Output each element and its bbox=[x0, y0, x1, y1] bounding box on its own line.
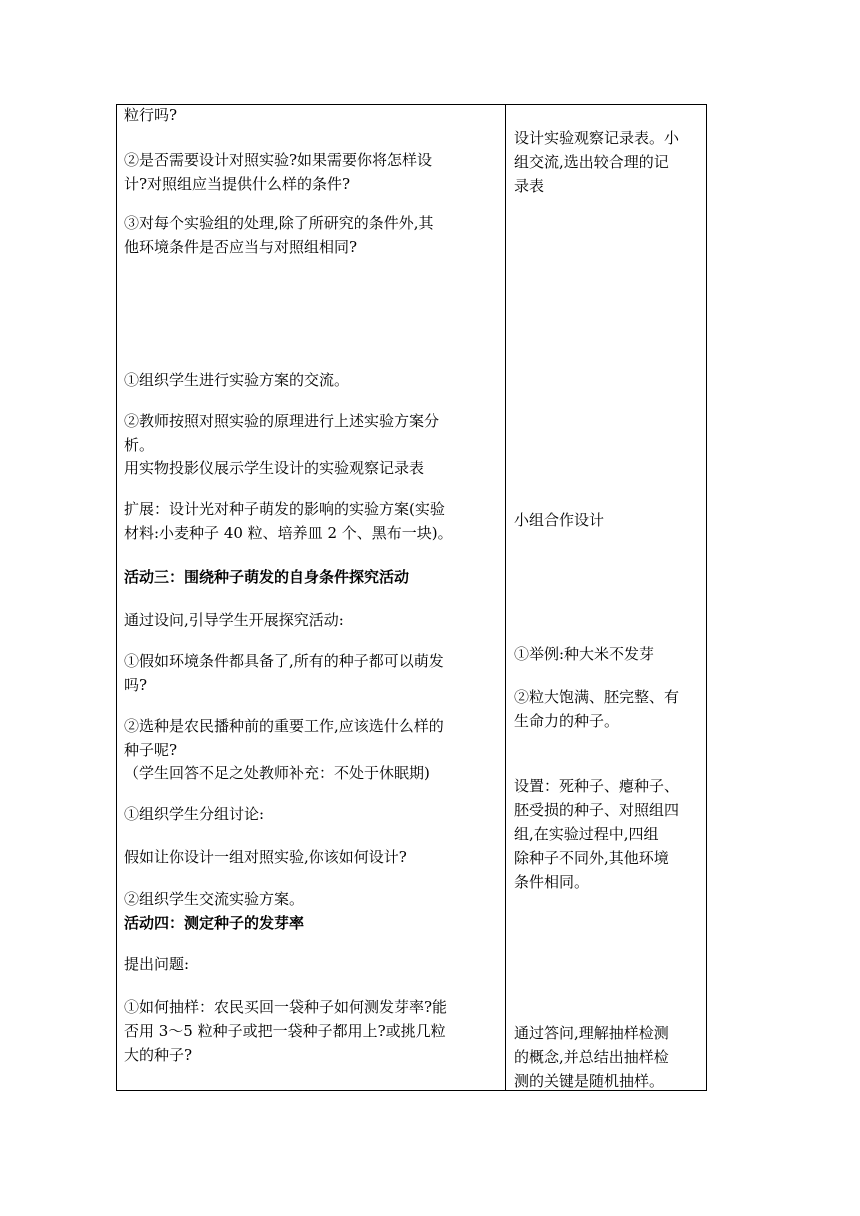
student-text-line: ①举例:种大米不发芽 bbox=[514, 645, 655, 663]
student-text-line: ②粒大饱满、胚完整、有 bbox=[514, 688, 680, 706]
teacher-text-line: 析。 bbox=[124, 436, 155, 454]
student-text-line: 测的关键是随机抽样。 bbox=[514, 1072, 665, 1090]
column-divider bbox=[505, 105, 506, 1090]
teacher-text-line: ①如何抽样：农民买回一袋种子如何测发芽率?能 bbox=[124, 998, 448, 1016]
student-text-line: 录表 bbox=[514, 177, 545, 195]
teacher-text-line: 粒行吗? bbox=[124, 106, 178, 124]
teacher-text-line: ②教师按照对照实验的原理进行上述实验方案分 bbox=[124, 412, 440, 430]
student-text-line: 除种子不同外,其他环境 bbox=[514, 849, 669, 867]
student-text-line: 设置：死种子、瘪种子、 bbox=[514, 777, 680, 795]
teacher-text-line: 提出问题: bbox=[124, 955, 190, 973]
teacher-text-line: ①假如环境条件都具备了,所有的种子都可以萌发 bbox=[124, 652, 444, 670]
teacher-text-line: 假如让你设计一组对照实验,你该如何设计? bbox=[124, 848, 407, 866]
student-text-line: 组交流,选出较合理的记 bbox=[514, 153, 669, 171]
teacher-text-line: ②选种是农民播种前的重要工作,应该选什么样的 bbox=[124, 717, 444, 735]
teacher-text-line: 扩展：设计光对种子萌发的影响的实验方案(实验 bbox=[124, 500, 445, 518]
teacher-text-line: 否用 3～5 粒种子或把一袋种子都用上?或挑几粒 bbox=[124, 1022, 446, 1040]
teacher-text-line: 种子呢? bbox=[124, 741, 178, 759]
teacher-text-line: ①组织学生进行实验方案的交流。 bbox=[124, 371, 350, 389]
teacher-text-line: ②组织学生交流实验方案。 bbox=[124, 890, 305, 908]
teacher-text-line: 通过设问,引导学生开展探究活动: bbox=[124, 611, 344, 629]
teacher-text-line: 大的种子? bbox=[124, 1046, 193, 1064]
student-text-line: 组,在实验过程中,四组 bbox=[514, 825, 659, 843]
student-text-line: 胚受损的种子、对照组四 bbox=[514, 801, 680, 819]
student-text-line: 小组合作设计 bbox=[514, 511, 605, 529]
teacher-text-line: 材料:小麦种子 40 粒、培养皿 2 个、黑布一块)。 bbox=[124, 524, 453, 542]
student-text-line: 通过答问,理解抽样检测 bbox=[514, 1024, 669, 1042]
student-text-line: 设计实验观察记录表。小 bbox=[514, 129, 680, 147]
teacher-text-line: 活动四：测定种子的发芽率 bbox=[124, 914, 305, 932]
teacher-text-line: ③对每个实验组的处理,除了所研究的条件外,其 bbox=[124, 214, 434, 232]
teacher-text-line: 用实物投影仪展示学生设计的实验观察记录表 bbox=[124, 459, 425, 477]
teacher-text-line: 吗? bbox=[124, 676, 148, 694]
student-text-line: 的概念,并总结出抽样检 bbox=[514, 1048, 669, 1066]
lesson-plan-table bbox=[116, 104, 707, 1091]
teacher-text-line: ①组织学生分组讨论: bbox=[124, 805, 265, 823]
student-text-line: 生命力的种子。 bbox=[514, 712, 620, 730]
teacher-text-line: ②是否需要设计对照实验?如果需要你将怎样设 bbox=[124, 151, 433, 169]
teacher-text-line: 活动三：围绕种子萌发的自身条件探究活动 bbox=[124, 568, 410, 586]
teacher-text-line: （学生回答不足之处教师补充：不处于休眠期) bbox=[124, 764, 430, 782]
teacher-text-line: 他环境条件是否应当与对照组相同? bbox=[124, 238, 358, 256]
student-text-line: 条件相同。 bbox=[514, 873, 590, 891]
teacher-text-line: 计?对照组应当提供什么样的条件? bbox=[124, 175, 351, 193]
